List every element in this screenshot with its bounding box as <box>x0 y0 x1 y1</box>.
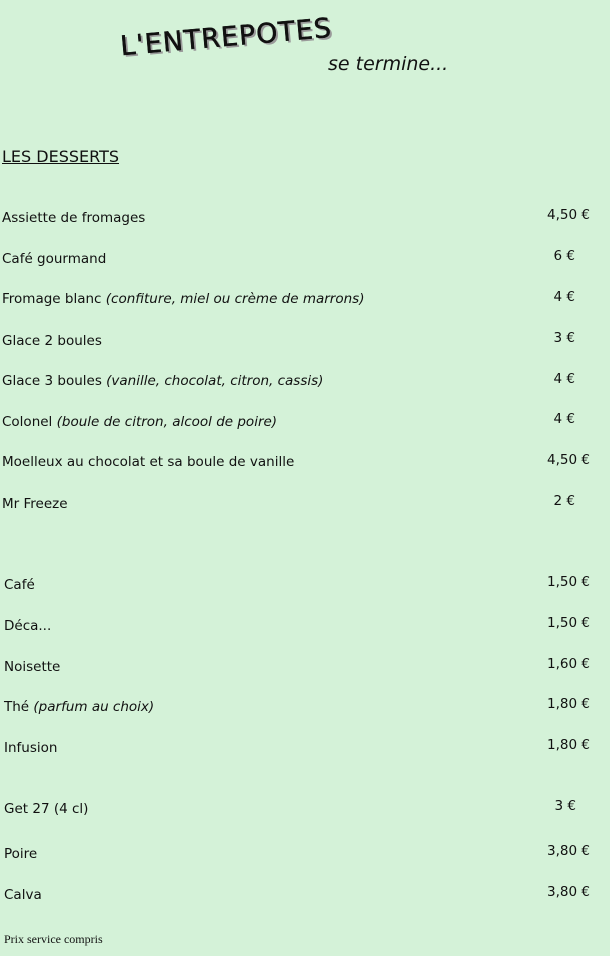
menu-item-label: Infusion <box>4 740 58 756</box>
restaurant-logo: L'ENTREPOTES <box>119 12 334 63</box>
menu-item-price: 1,50 € <box>547 574 590 590</box>
menu-item-label: Assiette de fromages <box>2 210 146 226</box>
menu-item-price: 3 € <box>554 798 576 814</box>
menu-item-label: Glace 2 boules <box>2 333 102 349</box>
menu-item-label: Poire <box>4 846 38 862</box>
menu-item-label: Get 27 (4 cl) <box>4 801 89 817</box>
menu-item-label: Glace 3 boules (vanille, chocolat, citron, cassis) <box>2 373 324 389</box>
menu-item-label: Noisette <box>4 659 61 675</box>
menu-item-price: 3,80 € <box>547 884 590 900</box>
menu-item-label: Mr Freeze <box>2 496 68 512</box>
menu-item-label: Fromage blanc (confiture, miel ou crème de marrons) <box>2 291 365 307</box>
menu-item-price: 1,50 € <box>547 615 590 631</box>
menu-item-price: 1,80 € <box>547 737 590 753</box>
footer-note: Prix service compris <box>4 932 103 946</box>
menu-item-label: Colonel (boule de citron, alcool de poire) <box>2 414 278 430</box>
menu-item-label: Café gourmand <box>2 251 107 267</box>
menu-item-price: 4,50 € <box>547 452 590 468</box>
menu-item-label: Déca... <box>4 618 52 634</box>
menu-item-note: (vanille, chocolat, citron, cassis) <box>106 373 324 389</box>
menu-item-note: (boule de citron, alcool de poire) <box>56 414 278 430</box>
menu-item-price: 4 € <box>553 411 575 427</box>
menu-item-price: 3 € <box>553 330 575 346</box>
menu-item-label: Moelleux au chocolat et sa boule de vanille <box>2 454 295 470</box>
menu-item-price: 1,60 € <box>547 656 590 672</box>
menu-item-price: 3,80 € <box>547 843 590 859</box>
tagline: se termine... <box>328 53 449 75</box>
section-title-desserts: LES DESSERTS <box>2 147 119 166</box>
menu-item-price: 2 € <box>553 493 575 509</box>
menu-item-label: Thé (parfum au choix) <box>4 699 155 715</box>
menu-item-label: Café <box>4 577 35 593</box>
menu-item-note: (confiture, miel ou crème de marrons) <box>105 291 365 307</box>
menu-item-note: (parfum au choix) <box>33 699 155 715</box>
menu-item-label: Calva <box>4 887 42 903</box>
menu-item-price: 4,50 € <box>547 207 590 223</box>
menu-item-price: 1,80 € <box>547 696 590 712</box>
menu-item-price: 4 € <box>553 289 575 305</box>
menu-item-price: 4 € <box>553 371 575 387</box>
menu-item-price: 6 € <box>553 248 575 264</box>
